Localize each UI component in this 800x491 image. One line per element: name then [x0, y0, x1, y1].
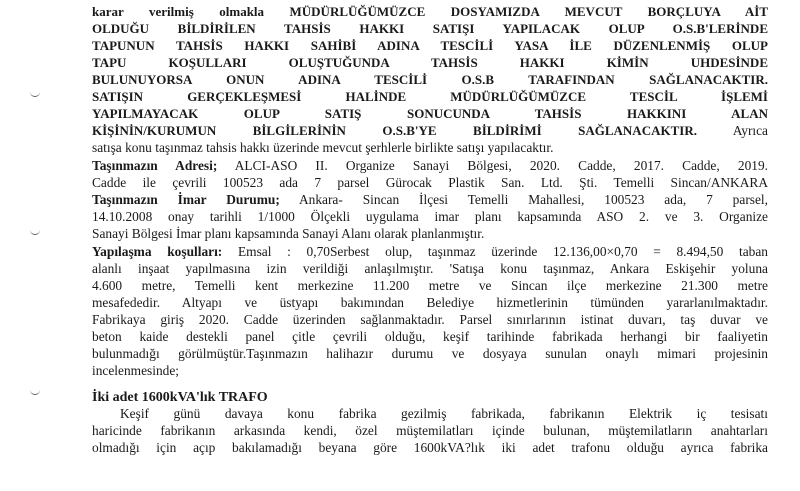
punch-hole-mark [30, 88, 40, 97]
text-run: SATIŞIN GERÇEKLEŞMESİ HALİNDE MÜDÜRLÜĞÜMÜZCE TESCİL İŞLEMİ [92, 89, 768, 104]
text-line [92, 346, 768, 362]
text-run: mesafededir. Altyapı ve üstyapı bakımından Belediye hizmetlerinin tümünden yararlanılmaktadır. [92, 295, 768, 310]
text-run: Fabrikaya giriş 2020. Cadde üzerinden sağlanmaktadır. Parsel sınırlarının istinat duvarı, taş duvar ve [92, 312, 768, 327]
text-run: olmadığı için açıp bakılamadığı beyana göre 1600kVA?lık iki adet trafonu olduğu ayrıca fabrika [92, 440, 768, 455]
text-line [92, 244, 768, 260]
text-run: YAPILMAYACAK OLUP SATIŞ SONUCUNDA TAHSİS HAKKINI ALAN [92, 106, 768, 121]
text-run: beton kaide destekli panel çitle çevrili olduğu, keşif tarihinde fabrikada herhangi bir faaliyetin [92, 329, 768, 344]
text-run: OLDUĞU BİLDİRİLEN TAHSİS HAKKI SATIŞI YAPILACAK OLUP O.S.B'LERİNDE [92, 21, 768, 36]
text-run: Ankara- Sincan İlçesi Temelli Mahallesi, 100523 ada, 7 parsel, [279, 192, 769, 207]
text-run: Sanayi Bölgesi İmar planı kapsamında Sanayi Alanı olarak planlanmıştır. [92, 226, 485, 241]
text-run: BULUNUYORSA ONUN ADINA TESCİLİ O.S.B TARAFINDAN SAĞLANACAKTIR. [92, 72, 768, 87]
text-run: haricinde fabrikanın arkasında kendi, özel müştemilatları içinde bulunan, müştemilatların anahtarları [92, 423, 768, 438]
text-run: satışa konu taşınmaz tahsis hakkı üzerinde mevcut şerhlerle birlikte satışı yapılacaktır. [92, 140, 554, 155]
punch-hole-mark [30, 226, 40, 235]
text-run: KİŞİNİN/KURUMUN BİLGİLERİNİN O.S.B'YE BİLDİRİMİ SAĞLANACAKTIR. [92, 123, 697, 138]
text-line [92, 21, 768, 37]
text-line [92, 89, 768, 105]
text-line [92, 140, 768, 156]
text-run: karar verilmiş olmakla MÜDÜRLÜĞÜMÜZCE DOSYAMIZDA MEVCUT BORÇLUYA AİT [92, 4, 768, 19]
punch-hole-mark [30, 386, 40, 395]
text-line [92, 192, 768, 208]
text-run: Taşınmazın Adresi; [92, 158, 218, 173]
text-run: 4.600 metre, Temelli kent merkezine 11.200 metre ve Sincan ilçe merkezine 21.300 metre [92, 278, 768, 293]
text-run: 14.10.2008 onay tarihli 1/1000 Ölçekli uygulama imar planı kapsamında ASO 2. ve 3. Organize [92, 209, 768, 224]
text-line [92, 363, 768, 379]
text-line [92, 123, 768, 139]
text-line [92, 158, 768, 174]
text-run: İki adet 1600kVA'lık TRAFO [92, 390, 268, 405]
text-run: Taşınmazın İmar Durumu; [92, 192, 280, 207]
text-run: incelenmesinde; [92, 363, 180, 378]
text-line [92, 226, 768, 242]
text-line [92, 261, 768, 277]
text-run: Yapılaşma koşulları: [92, 244, 223, 259]
text-run: TAPU KOŞULLARI OLUŞTUĞUNDA TAHSİS HAKKI KİMİN UHDESİNDE [92, 55, 768, 70]
text-line [92, 209, 768, 225]
text-line [92, 72, 768, 88]
text-run: bulunmadığı görülmüştür.Taşınmazın halihazır durumu ve dosyaya sunulan onaylı mimari projesinin [92, 346, 768, 361]
text-line [92, 295, 768, 311]
text-run: Keşif günü davaya konu fabrika gezilmiş fabrikada, fabrikanın Elektrik iç tesisatı [120, 406, 768, 421]
text-run: Emsal : 0,70Serbest olup, taşınmaz üzerinde 12.136,00×0,70 = 8.494,50 taban [222, 244, 769, 259]
text-line [92, 55, 768, 71]
text-line [92, 389, 768, 406]
text-line [92, 175, 768, 191]
text-run: Ayrıca [696, 123, 769, 138]
text-line [92, 4, 768, 20]
text-line [92, 440, 768, 456]
text-run: TAPUNUN TAHSİS HAKKI SAHİBİ ADINA TESCİLİ YASA İLE DÜZENLENMİŞ OLUP [92, 38, 768, 53]
text-run: Cadde ile çevrili 100523 ada 7 parsel Gürocak Plastik San. Ltd. Şti. Temelli Sincan/ANKARA [92, 175, 768, 190]
text-line [92, 312, 768, 328]
text-line [92, 329, 768, 345]
text-line [92, 278, 768, 294]
text-line [92, 38, 768, 54]
text-run: ALCI-ASO II. Organize Sanayi Bölgesi, 2020. Cadde, 2017. Cadde, 2019. [217, 158, 769, 173]
text-line [92, 106, 768, 122]
text-run: alanlı inşaat yapılmasına izin verildiği anlaşılmıştır. 'Satışa konu taşınmaz, Ankara Eskişehir yoluna [92, 261, 768, 276]
text-line [92, 406, 768, 422]
text-line [92, 423, 768, 439]
